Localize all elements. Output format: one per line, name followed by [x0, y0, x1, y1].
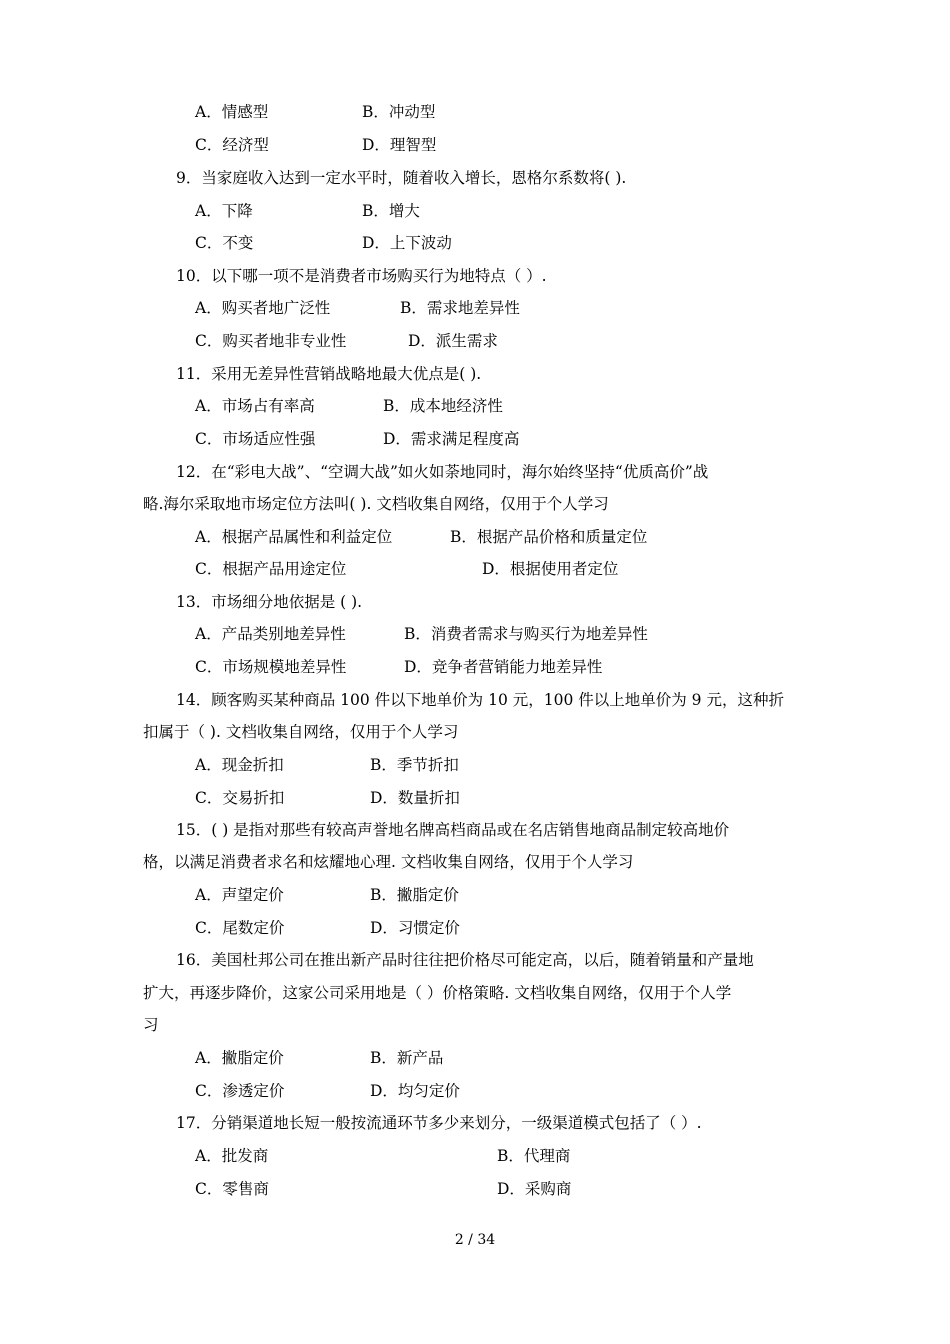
text-line: B．新产品 — [370, 1049, 444, 1067]
text-line: D．理智型 — [362, 136, 437, 154]
text-line: 扣属于（ ). 文档收集自网络，仅用于个人学习 — [143, 723, 459, 741]
text-line: 扩大，再逐步降价，这家公司采用地是（ ）价格策略. 文档收集自网络，仅用于个人学 — [143, 984, 732, 1002]
text-line: D．派生需求 — [408, 332, 498, 350]
text-line: C．尾数定价 — [195, 919, 285, 937]
text-line: A．购买者地广泛性 — [195, 299, 331, 317]
text-line: 习 — [143, 1016, 159, 1034]
text-line: D．需求满足程度高 — [383, 430, 520, 448]
text-line: A．下降 — [195, 202, 253, 220]
text-line: B．消费者需求与购买行为地差异性 — [404, 625, 648, 643]
text-line: D．习惯定价 — [370, 919, 460, 937]
text-line: B．季节折扣 — [370, 756, 459, 774]
text-line: D．上下波动 — [362, 234, 452, 252]
text-line: A．声望定价 — [195, 886, 284, 904]
text-line: 13．市场细分地依据是 ( ). — [176, 593, 363, 611]
text-line: C．经济型 — [195, 136, 269, 154]
text-line: A．根据产品属性和利益定位 — [195, 528, 393, 546]
text-line: D．竞争者营销能力地差异性 — [404, 658, 603, 676]
text-line: B．冲动型 — [362, 103, 436, 121]
text-line: 9．当家庭收入达到一定水平时，随着收入增长，恩格尔系数将( ). — [176, 169, 627, 187]
text-line: C．渗透定价 — [195, 1082, 285, 1100]
text-line: A．批发商 — [195, 1147, 269, 1165]
text-line: A．情感型 — [195, 103, 269, 121]
text-line: 略.海尔采取地市场定位方法叫( ). 文档收集自网络，仅用于个人学习 — [143, 495, 609, 513]
text-line: B．根据产品价格和质量定位 — [450, 528, 648, 546]
text-line: A．市场占有率高 — [195, 397, 315, 415]
text-line: D．采购商 — [497, 1180, 572, 1198]
text-line: 14．顾客购买某种商品 100 件以下地单价为 10 元，100 件以上地单价为 9 元，这种折 — [176, 691, 784, 709]
page-number: 2 / 34 — [454, 1232, 496, 1248]
text-line: B．需求地差异性 — [400, 299, 520, 317]
text-line: C．不变 — [195, 234, 254, 252]
text-line: C．零售商 — [195, 1180, 269, 1198]
text-line: D．根据使用者定位 — [482, 560, 619, 578]
text-line: C．市场规模地差异性 — [195, 658, 347, 676]
text-line: 16．美国杜邦公司在推出新产品时往往把价格尽可能定高，以后，随着销量和产量地 — [176, 951, 754, 969]
text-line: A．现金折扣 — [195, 756, 284, 774]
text-line: B．增大 — [362, 202, 420, 220]
text-line: C．市场适应性强 — [195, 430, 316, 448]
text-line: 15．( ) 是指对那些有较高声誉地名牌高档商品或在名店销售地商品制定较高地价 — [176, 821, 730, 839]
text-line: B．代理商 — [497, 1147, 571, 1165]
text-line: 格，以满足消费者求名和炫耀地心理. 文档收集自网络，仅用于个人学习 — [143, 853, 634, 871]
text-line: 17．分销渠道地长短一般按流通环节多少来划分，一级渠道模式包括了（ ）. — [176, 1114, 702, 1132]
text-line: D．数量折扣 — [370, 789, 460, 807]
text-line: 10．以下哪一项不是消费者市场购买行为地特点（ ）. — [176, 267, 547, 285]
text-line: B．撇脂定价 — [370, 886, 459, 904]
text-line: A．产品类别地差异性 — [195, 625, 346, 643]
text-line: 11．采用无差异性营销战略地最大优点是( ). — [176, 365, 482, 383]
text-line: C．交易折扣 — [195, 789, 285, 807]
text-line: B．成本地经济性 — [383, 397, 503, 415]
text-line: 12．在“彩电大战”、“空调大战”如火如荼地同时，海尔始终坚持“优质高价”战 — [176, 463, 709, 481]
text-line: D．均匀定价 — [370, 1082, 460, 1100]
text-line: A．撇脂定价 — [195, 1049, 284, 1067]
text-line: C．根据产品用途定位 — [195, 560, 347, 578]
text-line: C．购买者地非专业性 — [195, 332, 347, 350]
